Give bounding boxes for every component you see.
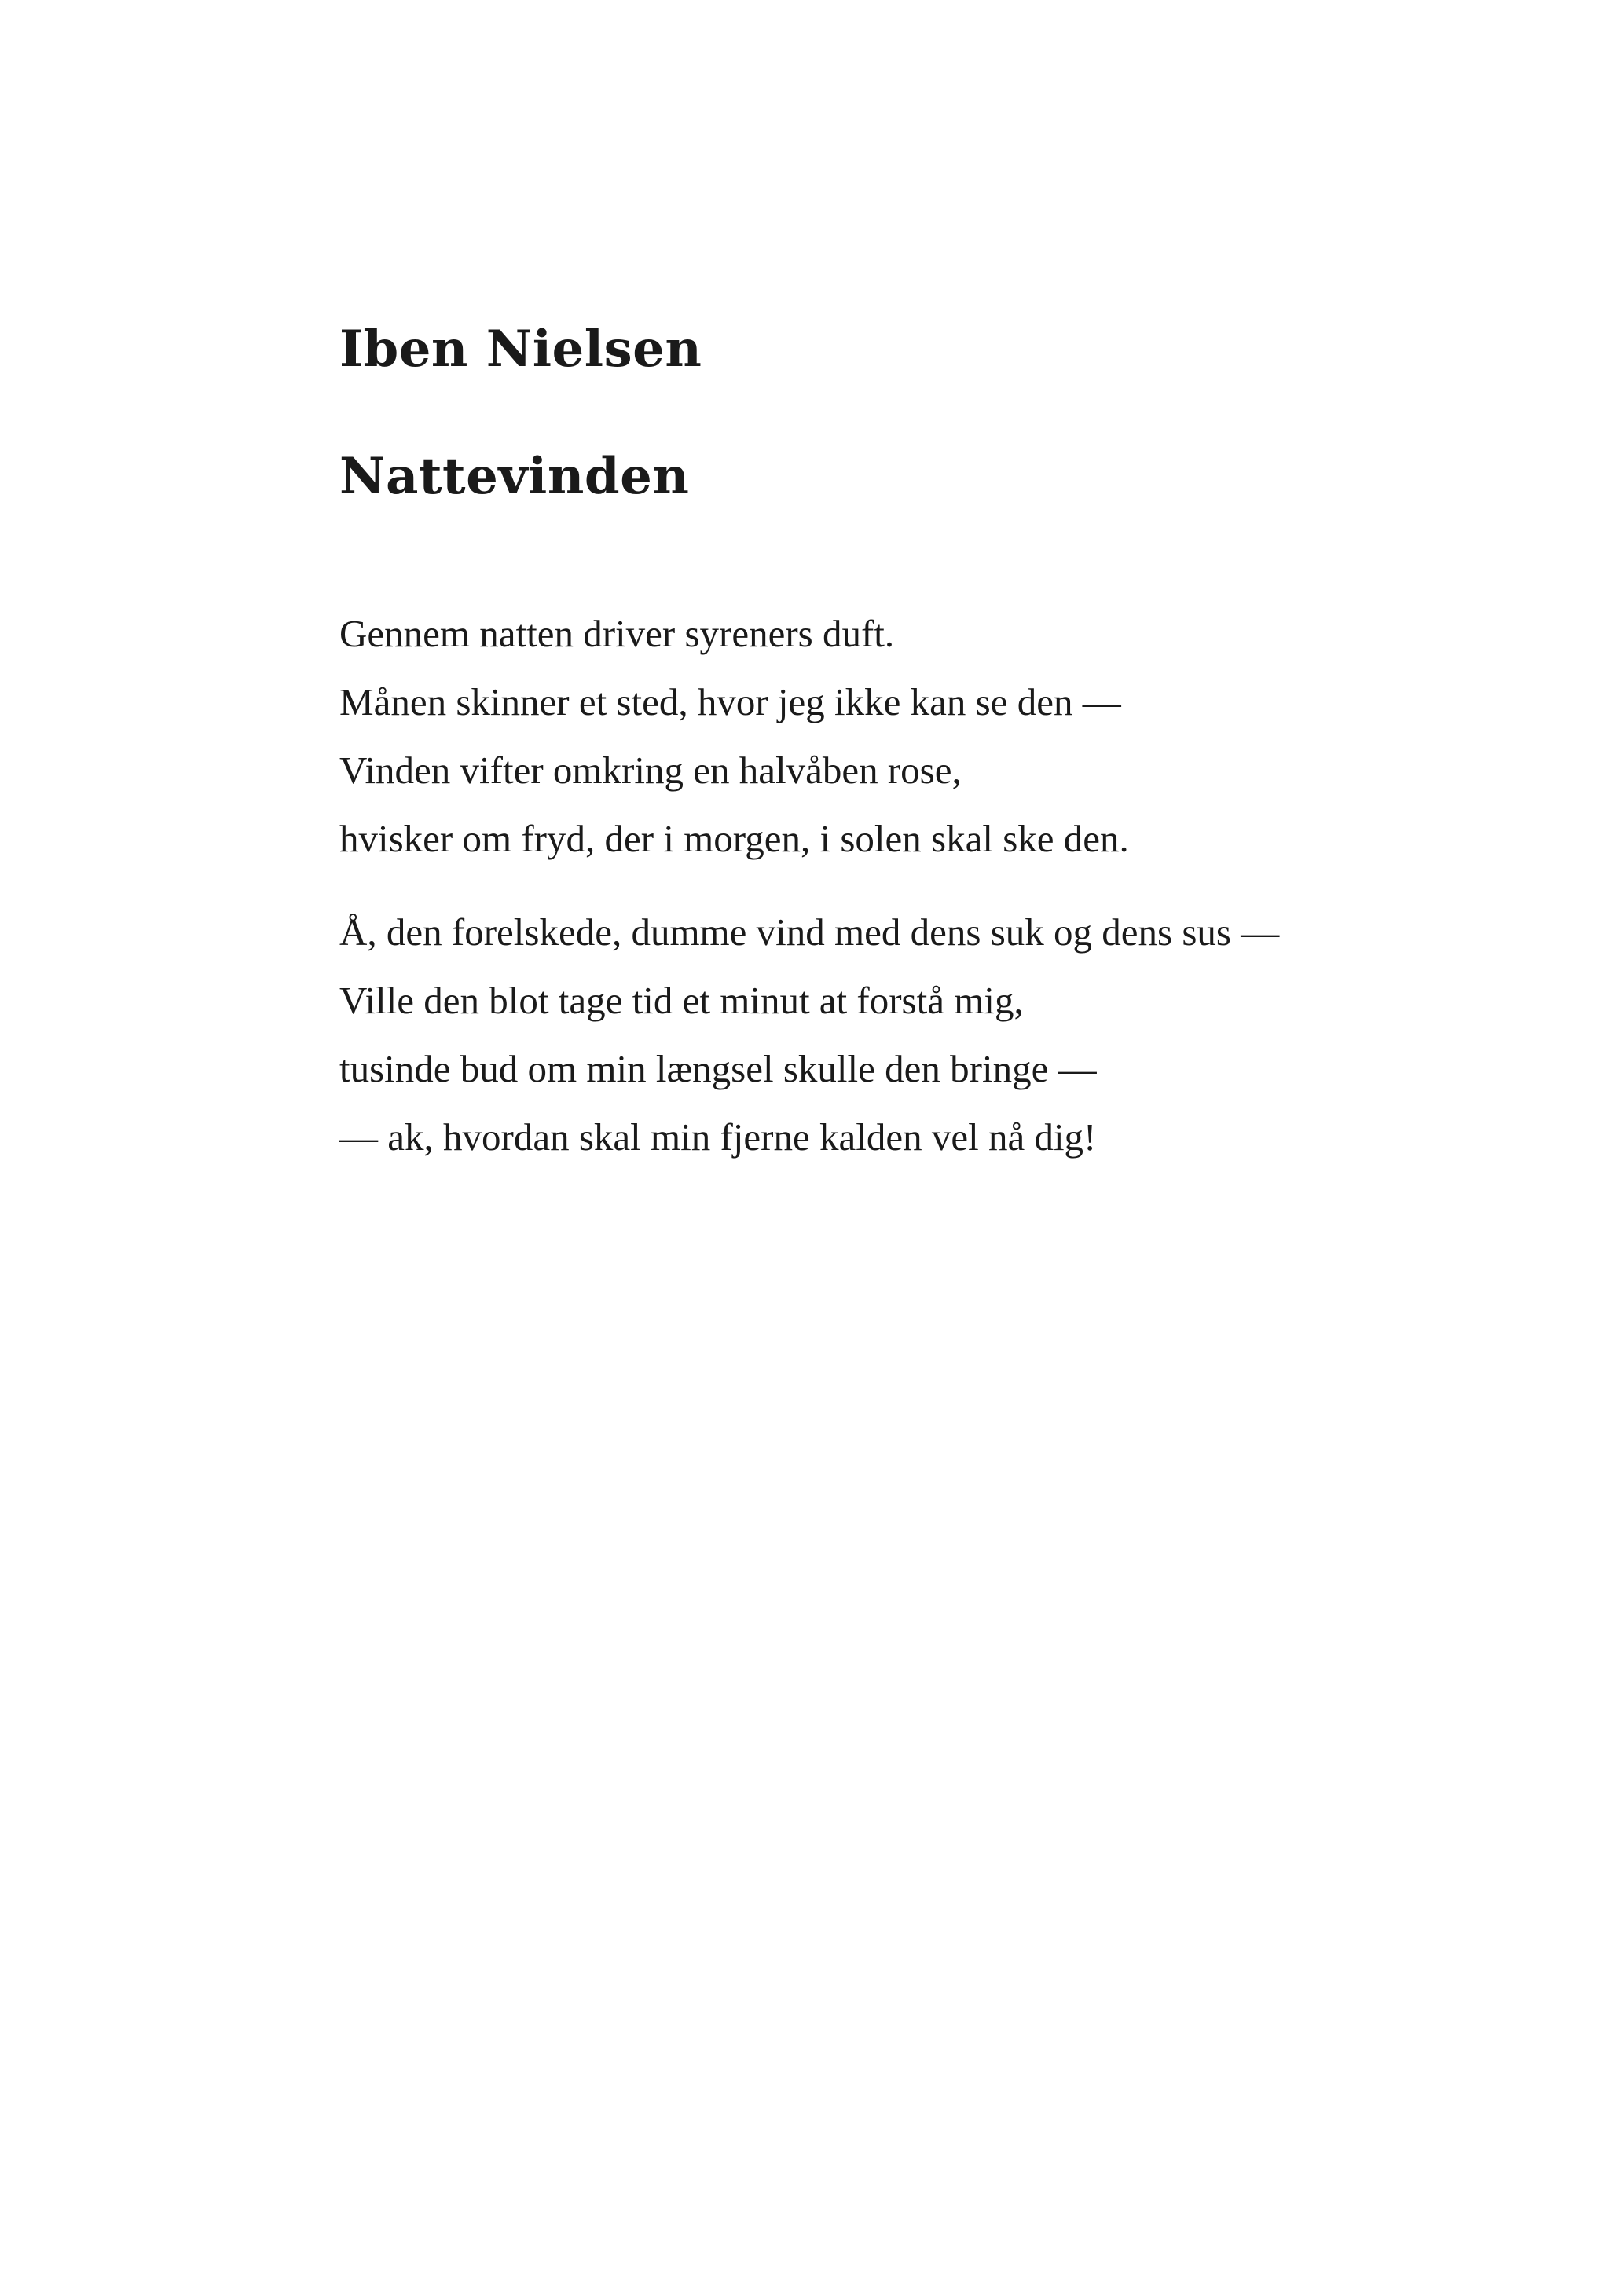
poem-line: — ak, hvordan skal min fjerne kalden vel nå dig! [339,1115,1097,1159]
poem-title: Nattevinden [339,447,690,506]
poem-line: Vinden vifter omkring en halvåben rose, [339,749,962,792]
poem-line: Å, den forelskede, dumme vind med dens suk og dens sus — [339,910,1280,954]
author-name: Iben Nielsen [339,320,702,379]
stanza-1 [339,611,1518,884]
poem-line: Ville den blot tage tid et minut at forstå mig, [339,979,1024,1022]
stanza-2 [339,910,1518,1183]
poem-line: hvisker om fryd, der i morgen, i solen skal ske den. [339,817,1129,860]
poem-line: Månen skinner et sted, hvor jeg ikke kan se den — [339,680,1121,723]
poem-body [339,611,1518,1183]
poem-line: Gennem natten driver syreners duft. [339,612,895,655]
poem-line: tusinde bud om min længsel skulle den bringe — [339,1047,1097,1090]
